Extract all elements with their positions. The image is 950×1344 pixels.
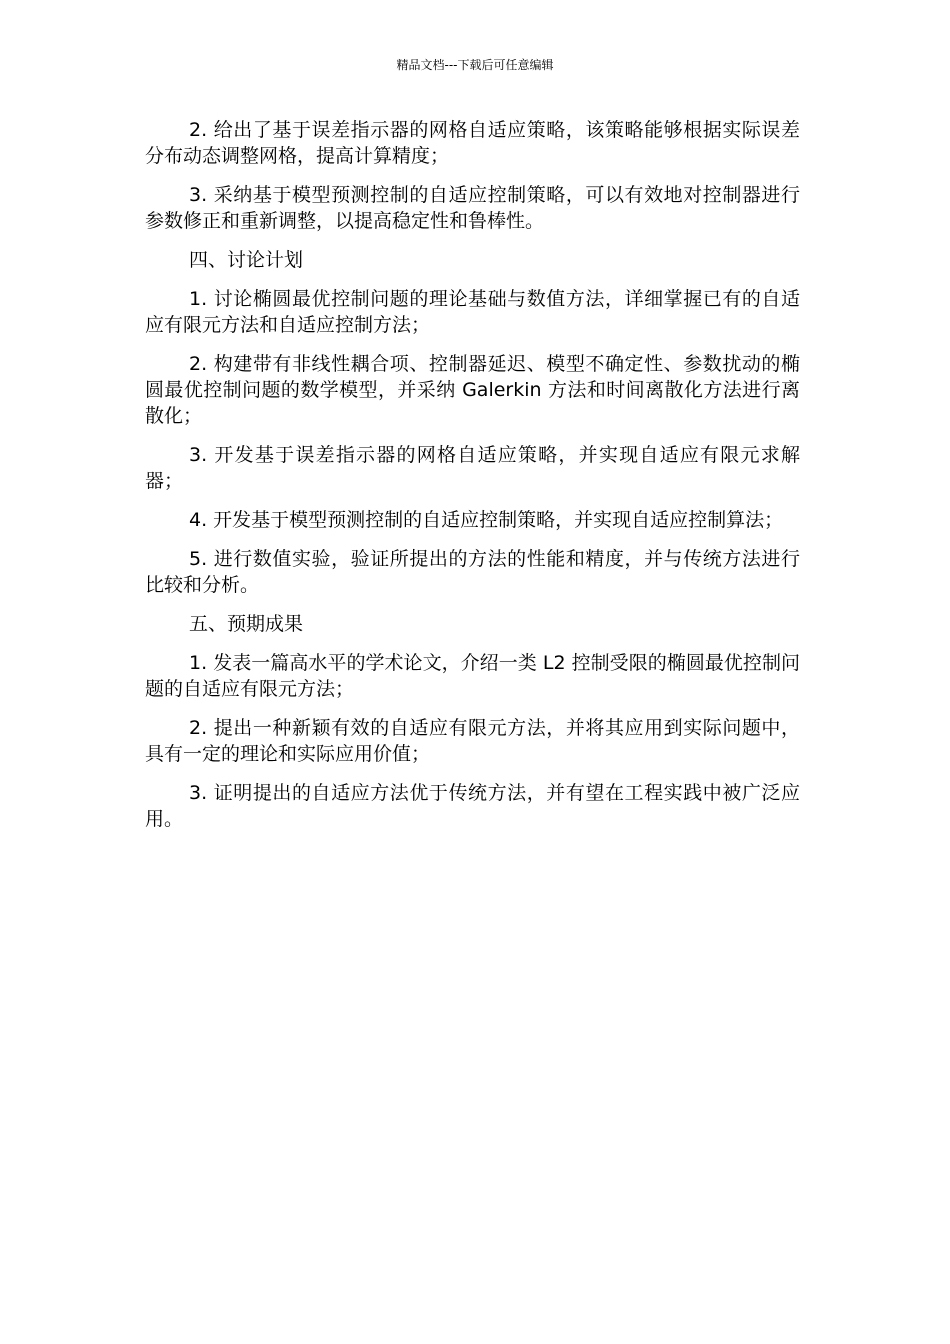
paragraph-plan-1: 1. 讨论椭圆最优控制问题的理论基础与数值方法，详细掌握已有的自适应有限元方法和自适应控制方法； [145, 288, 800, 336]
paragraph-plan-5: 5. 进行数值实验，验证所提出的方法的性能和精度，并与传统方法进行比较和分析。 [145, 548, 800, 596]
page-header: 精品文档---下载后可任意编辑 [396, 58, 554, 72]
paragraph-contribution-3: 3. 采纳基于模型预测控制的自适应控制策略，可以有效地对控制器进行参数修正和重新调整，以提高稳定性和鲁棒性。 [145, 184, 800, 232]
section-heading-research-plan: 四、讨论计划 [189, 249, 304, 271]
paragraph-result-1: 1. 发表一篇高水平的学术论文，介绍一类 L2 控制受限的椭圆最优控制问题的自适应有限元方法； [145, 652, 800, 700]
paragraph-plan-4: 4. 开发基于模型预测控制的自适应控制策略，并实现自适应控制算法； [189, 509, 784, 531]
paragraph-contribution-2: 2. 给出了基于误差指示器的网格自适应策略，该策略能够根据实际误差分布动态调整网格，提高计算精度； [145, 119, 800, 167]
paragraph-result-3: 3. 证明提出的自适应方法优于传统方法，并有望在工程实践中被广泛应用。 [145, 782, 800, 830]
paragraph-plan-3: 3. 开发基于误差指示器的网格自适应策略，并实现自适应有限元求解器； [145, 444, 800, 492]
paragraph-result-2: 2. 提出一种新颖有效的自适应有限元方法，并将其应用到实际问题中，具有一定的理论和实际应用价值； [145, 717, 800, 765]
section-heading-expected-results: 五、预期成果 [189, 613, 304, 635]
document-body [145, 117, 800, 845]
paragraph-plan-2: 2. 构建带有非线性耦合项、控制器延迟、模型不确定性、参数扰动的椭圆最优控制问题的数学模型，并采纳 Galerkin 方法和时间离散化方法进行离散化； [145, 353, 800, 427]
